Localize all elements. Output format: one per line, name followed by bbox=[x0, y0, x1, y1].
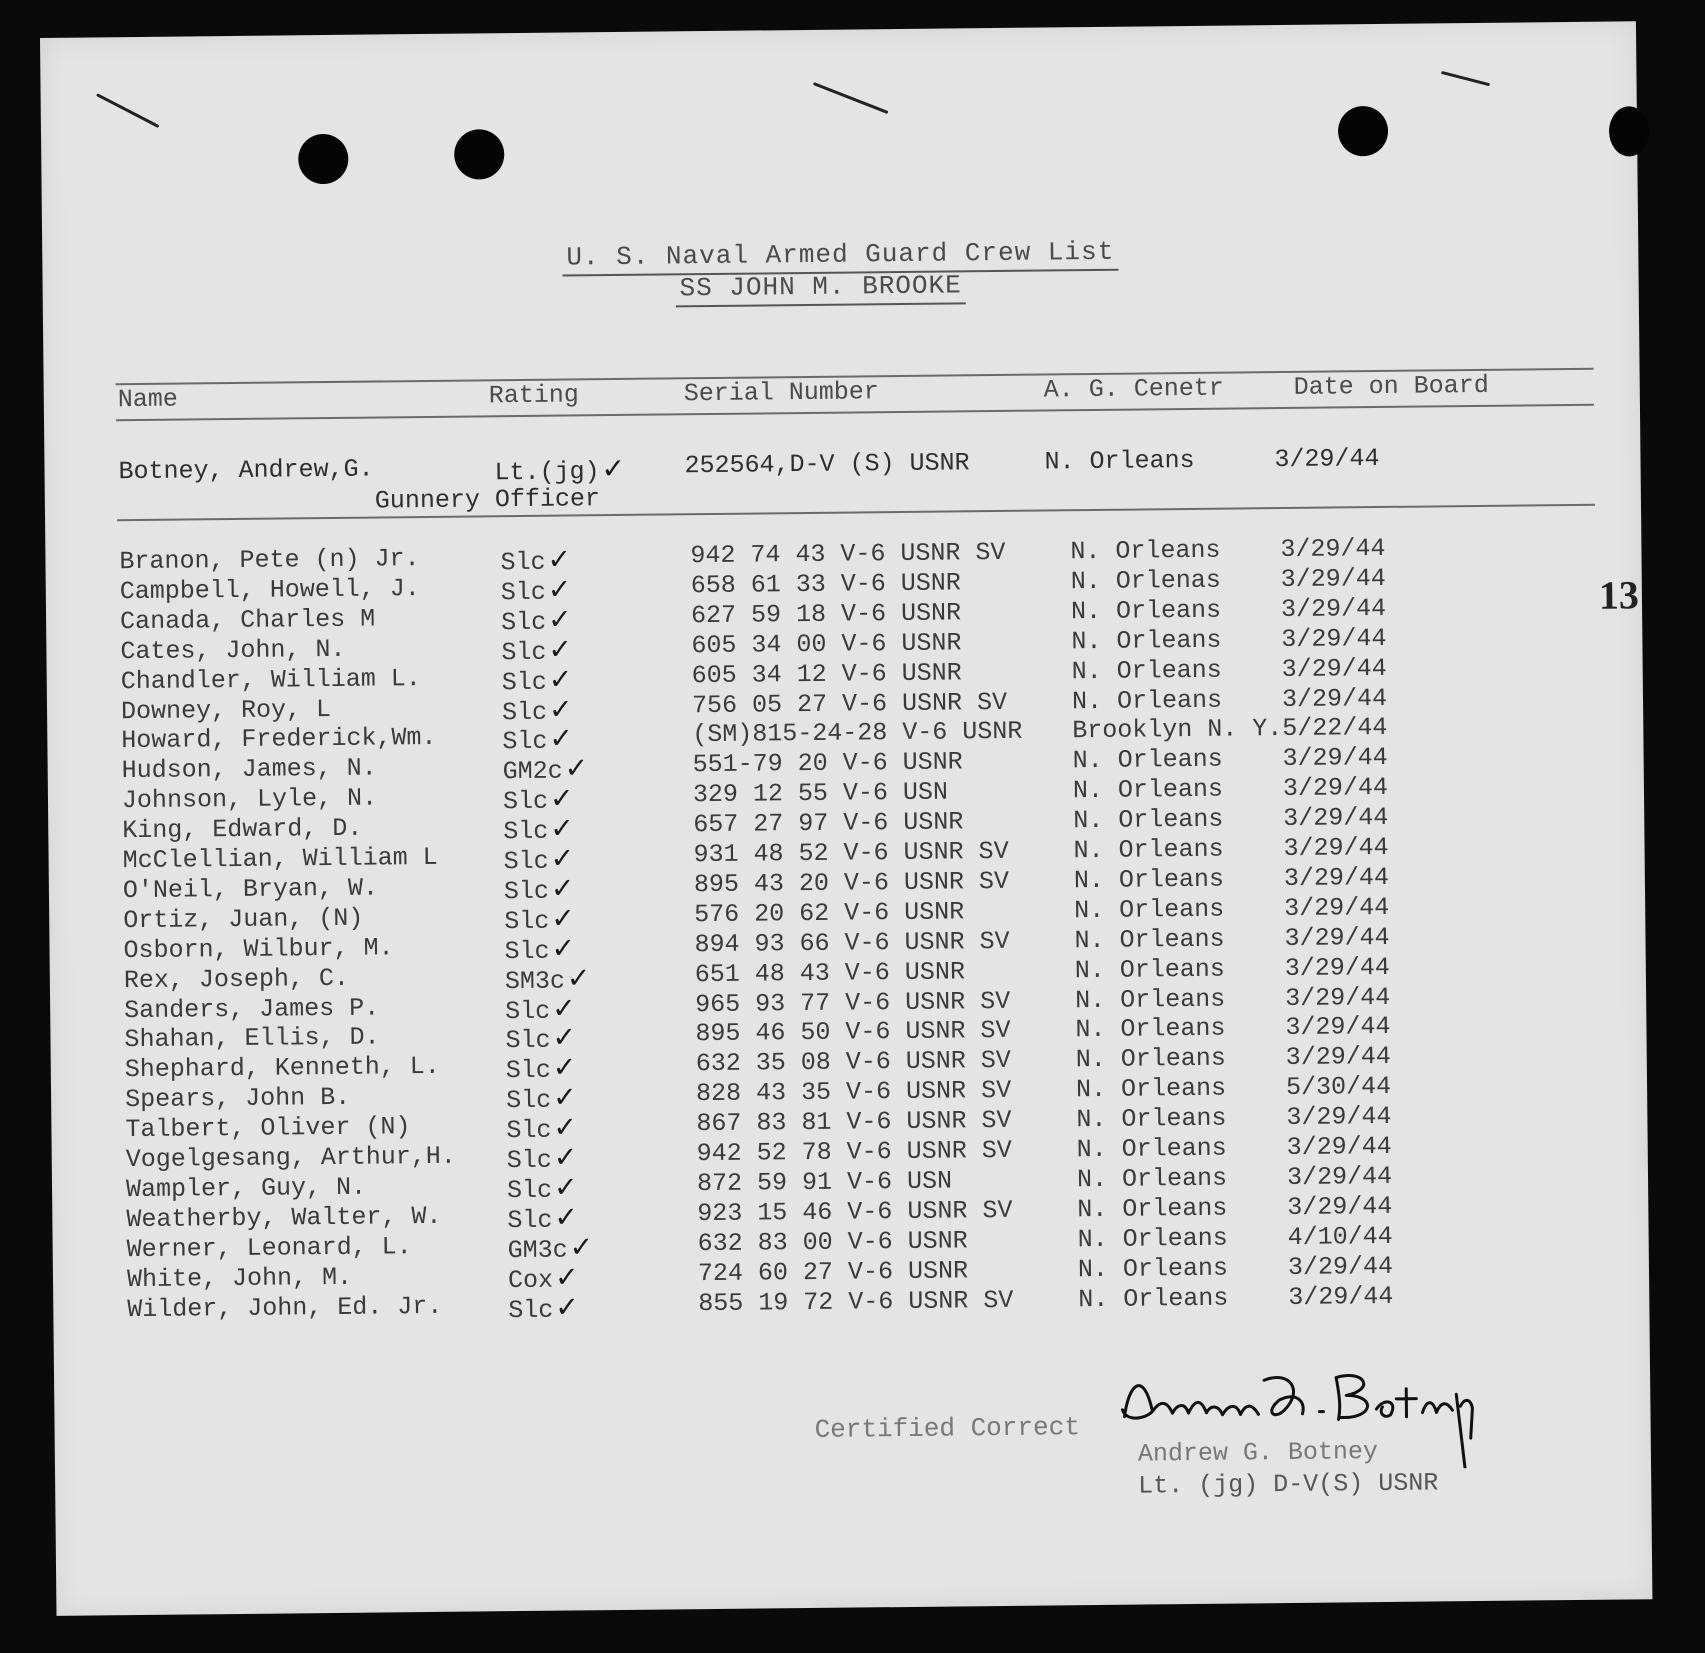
crew-rating: Slc✓ bbox=[506, 1170, 578, 1206]
crew-name: Canada, Charles M bbox=[119, 604, 376, 636]
crew-serial: 657 27 97 V-6 USNR bbox=[693, 807, 964, 840]
crew-name: Spears, John B. bbox=[124, 1082, 351, 1115]
crew-date: 4/10/44 bbox=[1287, 1221, 1393, 1252]
crew-serial: 965 93 77 V-6 USNR SV bbox=[695, 986, 1011, 1019]
check-mark: ✓ bbox=[552, 1080, 577, 1114]
crew-serial: 632 83 00 V-6 USNR bbox=[697, 1226, 968, 1258]
check-mark: ✓ bbox=[601, 451, 626, 486]
typed-signature-title: Lt. (jg) D-V(S) USNR bbox=[1138, 1468, 1439, 1501]
crew-center: N. Orleans bbox=[1073, 834, 1224, 866]
crew-name: Vogelgesang, Arthur,H. bbox=[125, 1141, 456, 1175]
crew-date: 3/29/44 bbox=[1286, 1131, 1392, 1163]
crew-name: Talbert, Oliver (N) bbox=[125, 1112, 411, 1145]
crew-rating: Slc✓ bbox=[503, 871, 575, 907]
officer-center: N. Orleans bbox=[1044, 445, 1195, 477]
crew-rating: Slc✓ bbox=[505, 990, 576, 1026]
crew-name: Campbell, Howell, J. bbox=[119, 573, 420, 607]
crew-serial: 895 43 20 V-6 USNR SV bbox=[693, 866, 1010, 900]
crew-center: N. Orleans bbox=[1074, 924, 1225, 955]
scan-speck bbox=[1441, 71, 1490, 86]
crew-name: Ortiz, Juan, (N) bbox=[123, 903, 364, 935]
officer-divider bbox=[117, 504, 1595, 521]
crew-date: 5/22/44 bbox=[1282, 713, 1388, 744]
crew-date: 3/29/44 bbox=[1280, 533, 1386, 565]
check-mark: ✓ bbox=[550, 811, 574, 845]
col-date-header: Date on Board bbox=[1293, 370, 1489, 402]
crew-date: 3/29/44 bbox=[1288, 1281, 1394, 1312]
crew-serial: 576 20 62 V-6 USNR bbox=[694, 897, 965, 929]
crew-rating: Slc✓ bbox=[501, 632, 573, 667]
crew-center: N. Orleans bbox=[1070, 535, 1221, 567]
crew-center: N. Orleans bbox=[1076, 1133, 1227, 1165]
crew-serial: 895 46 50 V-6 USNR SV bbox=[695, 1016, 1011, 1049]
crew-serial: 828 43 35 V-6 USNR SV bbox=[695, 1076, 1012, 1109]
crew-date: 3/29/44 bbox=[1284, 892, 1390, 923]
crew-name: Werner, Leonard, L. bbox=[126, 1231, 412, 1264]
crew-center: N. Orleans bbox=[1071, 655, 1222, 686]
crew-date: 3/29/44 bbox=[1283, 803, 1389, 834]
crew-serial: 605 34 00 V-6 USNR bbox=[691, 628, 962, 660]
crew-date: 3/29/44 bbox=[1287, 1251, 1394, 1282]
crew-rating: Slc✓ bbox=[506, 1080, 577, 1116]
crew-rating: Slc✓ bbox=[502, 781, 574, 817]
crew-serial: 551-79 20 V-6 USNR bbox=[692, 747, 963, 780]
crew-center: N. Orleans bbox=[1075, 1073, 1227, 1105]
check-mark: ✓ bbox=[569, 1229, 594, 1264]
crew-rating: GM3c✓ bbox=[507, 1229, 594, 1265]
crew-name: Cates, John, N. bbox=[120, 634, 346, 666]
check-mark: ✓ bbox=[549, 781, 574, 815]
check-mark: ✓ bbox=[551, 931, 576, 965]
crew-rating: Slc✓ bbox=[505, 1050, 577, 1086]
crew-date: 3/29/44 bbox=[1284, 982, 1391, 1013]
crew-date: 3/29/44 bbox=[1283, 862, 1390, 893]
check-mark: ✓ bbox=[554, 1260, 579, 1294]
check-mark: ✓ bbox=[547, 542, 572, 576]
crew-serial: 627 59 18 V-6 USNR bbox=[690, 598, 962, 631]
scan-speck bbox=[96, 93, 160, 128]
check-mark: ✓ bbox=[550, 841, 575, 875]
page-number: 13 bbox=[1598, 572, 1640, 618]
crew-date: 3/29/44 bbox=[1282, 743, 1388, 774]
punch-hole bbox=[454, 129, 505, 180]
crew-name: Shephard, Kenneth, L. bbox=[124, 1052, 441, 1085]
punch-hole bbox=[1338, 106, 1389, 157]
crew-center: N. Orleans bbox=[1077, 1253, 1229, 1284]
crew-serial: 724 60 27 V-6 USNR bbox=[697, 1255, 969, 1288]
check-mark: ✓ bbox=[552, 1050, 577, 1084]
document-title: U. S. Naval Armed Guard Crew List bbox=[42, 231, 1638, 278]
crew-date: 3/29/44 bbox=[1282, 773, 1389, 804]
crew-date: 3/29/44 bbox=[1280, 593, 1387, 624]
crew-date: 3/29/44 bbox=[1284, 922, 1390, 953]
crew-serial: 632 35 08 V-6 USNR SV bbox=[695, 1046, 1011, 1079]
crew-center: N. Orlenas bbox=[1070, 565, 1221, 597]
crew-name: Weatherby, Walter, W. bbox=[126, 1201, 442, 1234]
crew-name: Osborn, Wilbur, M. bbox=[123, 933, 394, 965]
officer-serial: 252564,D-V (S) USNR bbox=[684, 448, 970, 481]
check-mark: ✓ bbox=[552, 990, 576, 1025]
crew-date: 5/30/44 bbox=[1285, 1072, 1392, 1103]
crew-center: Brooklyn N. Y. bbox=[1072, 714, 1283, 746]
crew-serial: 923 15 46 V-6 USNR SV bbox=[697, 1195, 1013, 1228]
col-serial-header: Serial Number bbox=[683, 377, 879, 409]
officer-rating: Lt.(jg)✓ bbox=[494, 451, 626, 488]
crew-rating: Slc✓ bbox=[500, 542, 572, 578]
crew-rating: Cox✓ bbox=[507, 1260, 579, 1295]
crew-date: 3/29/44 bbox=[1283, 832, 1389, 864]
crew-name: Downey, Roy, L bbox=[120, 694, 332, 726]
check-mark: ✓ bbox=[554, 1200, 579, 1234]
crew-serial: 651 48 43 V-6 USNR bbox=[694, 956, 966, 989]
officer-date: 3/29/44 bbox=[1274, 443, 1380, 475]
crew-center: N. Orleans bbox=[1075, 1043, 1226, 1075]
crew-center: N. Orleans bbox=[1077, 1223, 1228, 1254]
crew-rating: Slc✓ bbox=[504, 931, 576, 966]
crew-rating: Slc✓ bbox=[508, 1289, 579, 1325]
crew-date: 3/29/44 bbox=[1281, 683, 1388, 714]
crew-center: N. Orleans bbox=[1071, 685, 1223, 716]
check-mark: ✓ bbox=[555, 1289, 579, 1324]
crew-date: 3/29/44 bbox=[1286, 1102, 1392, 1133]
crew-serial: 931 48 52 V-6 USNR SV bbox=[693, 836, 1009, 870]
crew-name: McClellian, William L bbox=[122, 842, 438, 876]
punch-hole bbox=[1609, 106, 1650, 156]
crew-date: 3/29/44 bbox=[1285, 1012, 1391, 1043]
check-mark: ✓ bbox=[547, 572, 572, 606]
col-name-header: Name bbox=[117, 384, 178, 415]
crew-center: N. Orleans bbox=[1078, 1283, 1229, 1314]
check-mark: ✓ bbox=[550, 871, 575, 905]
crew-serial: 867 83 81 V-6 USNR SV bbox=[696, 1105, 1012, 1139]
crew-rating: Slc✓ bbox=[506, 1140, 578, 1176]
crew-rating: SM3c✓ bbox=[504, 960, 591, 996]
crew-date: 3/29/44 bbox=[1286, 1161, 1393, 1192]
crew-date: 3/29/44 bbox=[1287, 1191, 1393, 1222]
check-mark: ✓ bbox=[566, 960, 591, 995]
crew-serial: 942 52 78 V-6 USNR SV bbox=[696, 1135, 1012, 1169]
check-mark: ✓ bbox=[549, 721, 574, 756]
check-mark: ✓ bbox=[553, 1110, 578, 1144]
check-mark: ✓ bbox=[553, 1140, 578, 1174]
crew-name: White, John, M. bbox=[126, 1262, 353, 1294]
crew-name: Rex, Joseph, C. bbox=[123, 963, 350, 995]
scan-speck bbox=[813, 82, 889, 114]
crew-name: Branon, Pete (n) Jr. bbox=[119, 544, 420, 577]
crew-center: N. Orleans bbox=[1076, 1103, 1227, 1135]
col-rating-header: Rating bbox=[488, 380, 579, 411]
ship-name: SS JOHN M. BROOKE bbox=[23, 263, 1619, 310]
crew-serial: 756 05 27 V-6 USNR SV bbox=[691, 687, 1008, 720]
crew-center: N. Orleans bbox=[1072, 774, 1224, 806]
crew-name: O'Neil, Bryan, W. bbox=[122, 873, 379, 906]
typed-signature-name: Andrew G. Botney bbox=[1137, 1437, 1379, 1469]
crew-name: Wampler, Guy, N. bbox=[125, 1172, 367, 1205]
crew-serial: 894 93 66 V-6 USNR SV bbox=[694, 926, 1010, 959]
check-mark: ✓ bbox=[551, 901, 575, 935]
crew-name: Wilder, John, Ed. Jr. bbox=[127, 1291, 443, 1324]
crew-center: N. Orleans bbox=[1075, 1014, 1226, 1045]
crew-center: N. Orleans bbox=[1071, 625, 1222, 656]
punch-hole bbox=[298, 134, 349, 185]
crew-serial: 658 61 33 V-6 USNR bbox=[690, 568, 961, 601]
crew-center: N. Orleans bbox=[1074, 954, 1225, 985]
crew-rating: Slc✓ bbox=[507, 1200, 579, 1235]
crew-center: N. Orleans bbox=[1077, 1193, 1228, 1224]
crew-rating: Slc✓ bbox=[502, 721, 574, 757]
crew-name: Johnson, Lyle, N. bbox=[121, 783, 378, 816]
check-mark: ✓ bbox=[548, 632, 573, 666]
crew-center: N. Orleans bbox=[1073, 864, 1225, 896]
col-center-header: A. G. Cenetr bbox=[1043, 373, 1224, 405]
officer-name: Botney, Andrew,G. bbox=[118, 454, 374, 487]
crew-rating: Slc✓ bbox=[503, 811, 574, 847]
crew-rating: Slc✓ bbox=[500, 602, 572, 637]
crew-rating: Slc✓ bbox=[506, 1110, 578, 1146]
crew-rating: Slc✓ bbox=[503, 841, 575, 877]
crew-rating: Slc✓ bbox=[505, 1020, 577, 1056]
crew-rating: Slc✓ bbox=[504, 901, 575, 936]
crew-date: 3/29/44 bbox=[1280, 563, 1386, 594]
crew-name: Hudson, James, N. bbox=[121, 753, 377, 786]
crew-name: King, Edward, D. bbox=[122, 813, 363, 846]
check-mark: ✓ bbox=[552, 1020, 577, 1055]
crew-center: N. Orleans bbox=[1076, 1163, 1228, 1195]
crew-serial: (SM)815-24-28 V-6 USNR bbox=[692, 717, 1023, 750]
crew-name: Sanders, James P. bbox=[124, 993, 380, 1025]
crew-serial: 855 19 72 V-6 USNR SV bbox=[698, 1285, 1014, 1318]
check-mark: ✓ bbox=[548, 691, 573, 726]
crew-center: N. Orleans bbox=[1072, 744, 1223, 776]
crew-center: N. Orleans bbox=[1074, 984, 1226, 1015]
check-mark: ✓ bbox=[564, 751, 589, 785]
crew-date: 3/29/44 bbox=[1281, 653, 1387, 684]
check-mark: ✓ bbox=[548, 662, 573, 696]
crew-serial: 329 12 55 V-6 USN bbox=[692, 777, 949, 810]
crew-center: N. Orleans bbox=[1073, 804, 1224, 836]
check-mark: ✓ bbox=[547, 602, 572, 636]
crew-serial: 872 59 91 V-6 USN bbox=[696, 1166, 953, 1199]
certified-correct-label: Certified Correct bbox=[814, 1412, 1081, 1445]
document-page bbox=[40, 21, 1652, 1616]
crew-date: 3/29/44 bbox=[1285, 1042, 1391, 1073]
crew-center: N. Orleans bbox=[1074, 894, 1225, 926]
crew-date: 3/29/44 bbox=[1284, 952, 1390, 983]
crew-rating: Slc✓ bbox=[500, 572, 572, 608]
crew-rating: Slc✓ bbox=[501, 691, 573, 727]
crew-serial: 942 74 43 V-6 USNR SV bbox=[690, 537, 1006, 571]
officer-position: Gunnery Officer bbox=[374, 484, 601, 516]
crew-rating: Slc✓ bbox=[501, 662, 573, 697]
crew-serial: 605 34 12 V-6 USNR bbox=[691, 657, 962, 690]
crew-center: N. Orleans bbox=[1070, 595, 1222, 627]
check-mark: ✓ bbox=[553, 1170, 578, 1204]
crew-date: 3/29/44 bbox=[1281, 623, 1387, 654]
crew-name: Chandler, William L. bbox=[120, 663, 421, 696]
crew-rating: GM2c✓ bbox=[502, 751, 589, 787]
crew-name: Howard, Frederick,Wm. bbox=[121, 723, 437, 756]
crew-name: Shahan, Ellis, D. bbox=[124, 1022, 380, 1055]
